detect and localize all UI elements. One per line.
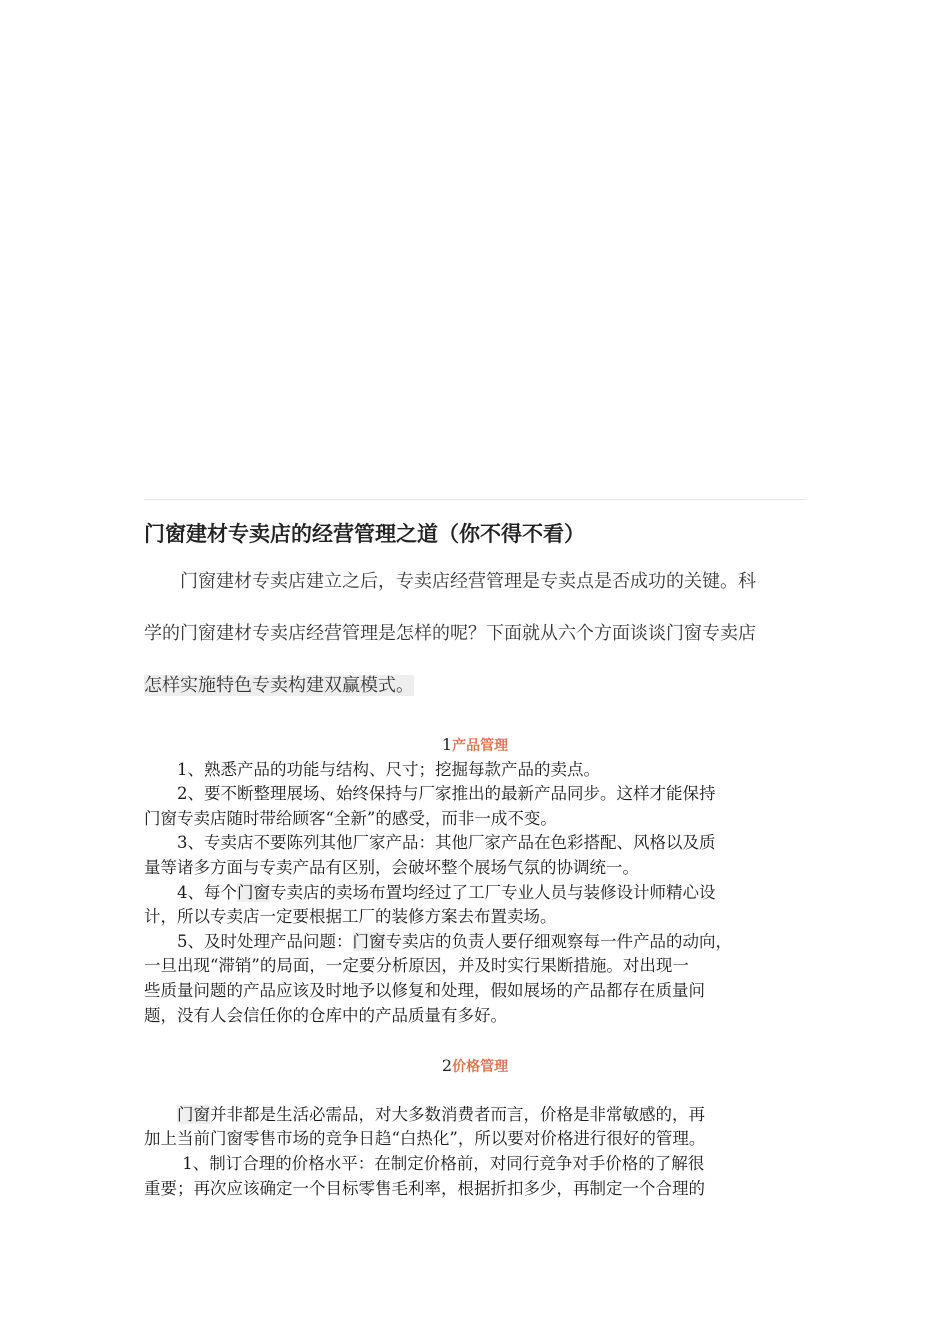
body-line: 量等诸多方面与专卖产品有区别，会破坏整个展场气氛的协调统一。: [144, 857, 639, 877]
section-heading-price: [144, 1054, 806, 1079]
section-number: 2: [441, 1056, 453, 1076]
intro-paragraph: [144, 564, 824, 720]
body-line: 1、制订合理的价格水平：在制定价格前，对同行竞争对手价格的了解很: [144, 1153, 705, 1173]
section-label: 价格管理: [452, 1059, 509, 1076]
highlighted-term: 门窗: [352, 931, 386, 951]
text-run: 4、每个: [144, 882, 237, 902]
section-heading-product: [144, 733, 806, 758]
text-run: 并非都是生活必需品，对大多数消费者而言，价格是非常敏感的，再: [210, 1104, 705, 1124]
body-line: 2、要不断整理展场、始终保持与厂家推出的最新产品同步。这样才能保持: [144, 784, 716, 804]
intro-line: [144, 668, 824, 720]
text-run: 专卖店的负责人要仔细观察每一件产品的动向，: [385, 931, 732, 951]
section-label: 产品管理: [452, 738, 509, 754]
body-line: [144, 930, 824, 955]
highlighted-term: 门窗: [237, 882, 270, 902]
document-body: [144, 733, 824, 1201]
body-line: 门窗专卖店随时带给顾客“全新”的感受，而非一成不变。: [144, 808, 557, 828]
text-run: [144, 1105, 177, 1124]
text-run: 专卖店的卖场布置均经过了工厂专业人员与装修设计师精心设: [270, 882, 716, 902]
body-line: 计，所以专卖店一定要根据工厂的装修方案去布置卖场。: [144, 907, 557, 927]
body-line: [144, 1103, 824, 1128]
body-line: 1、熟悉产品的功能与结构、尺寸；挖掘每款产品的卖点。: [144, 759, 600, 779]
body-line: 一旦出现“滞销”的局面，一定要分析原因，并及时实行果断措施。对出现一: [144, 956, 689, 976]
body-line: [144, 881, 824, 906]
body-line: 加上当前门窗零售市场的竞争日趋“白热化”，所以要对价格进行很好的管理。: [144, 1129, 706, 1149]
intro-line: 门窗建材专卖店建立之后，专卖店经营管理是专卖点是否成功的关键。科: [144, 571, 756, 592]
intro-line: 学的门窗建材专卖店经营管理是怎样的呢？下面就从六个方面谈谈门窗专卖店: [144, 623, 756, 644]
highlighted-term: 门窗: [177, 1104, 210, 1124]
spacer: [144, 1028, 824, 1054]
body-line: 重要；再次应该确定一个目标零售毛利率，根据折扣多少，再制定一个合理的: [144, 1178, 705, 1198]
spacer: [144, 1079, 824, 1103]
body-line: 3、专卖店不要陈列其他厂家产品：其他厂家产品在色彩搭配、风格以及质: [144, 833, 716, 853]
document-title: 门窗建材专卖店的经营管理之道（你不得不看）: [144, 522, 585, 546]
section-number: 1: [441, 735, 453, 754]
intro-line-highlight: 怎样实施特色专卖构建双赢模式。: [144, 675, 414, 696]
body-line: 题，没有人会信任你的仓库中的产品质量有多好。: [144, 1005, 507, 1025]
top-divider: [144, 499, 806, 500]
text-run: 5、及时处理产品问题：: [144, 931, 353, 951]
body-line: 些质量问题的产品应该及时地予以修复和处理，假如展场的产品都存在质量问: [144, 980, 705, 1000]
